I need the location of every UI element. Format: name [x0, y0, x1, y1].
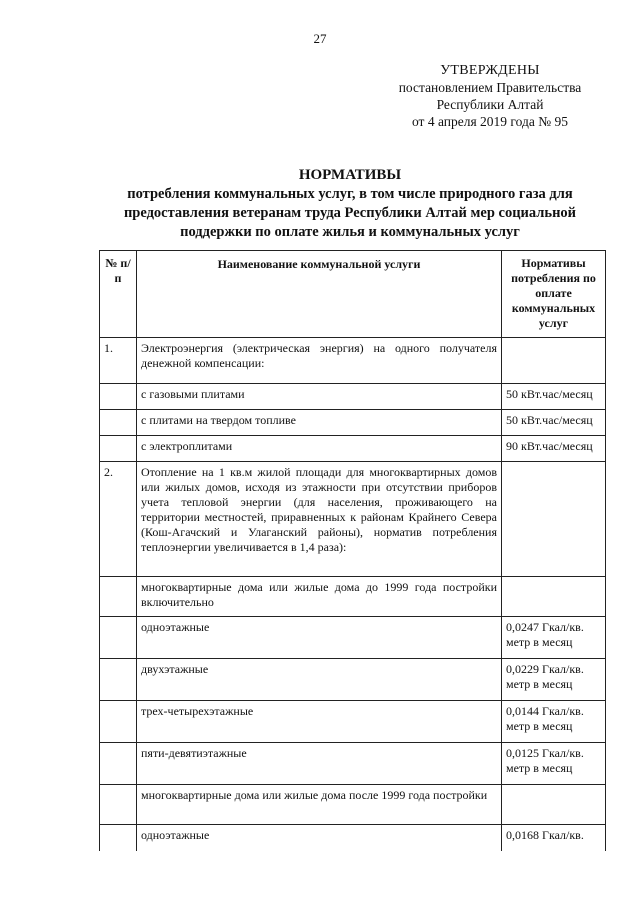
row-norm — [502, 462, 606, 577]
row-num — [100, 701, 137, 743]
row-norm: 50 кВт.час/месяц — [502, 384, 606, 410]
row-norm: 0,0125 Гкал/кв. метр в месяц — [502, 743, 606, 785]
row-num — [100, 785, 137, 825]
row-num — [100, 410, 137, 436]
table-row — [100, 701, 606, 743]
header-num: № п/п — [100, 251, 137, 338]
row-service-name: с плитами на твердом топливе — [137, 410, 502, 436]
table-row — [100, 825, 606, 851]
table-row — [100, 462, 606, 577]
approval-block — [370, 62, 610, 130]
row-service-name: Электроэнергия (электрическая энергия) на одного получателя денежной компенсации: — [137, 338, 502, 384]
table-row — [100, 436, 606, 462]
row-num — [100, 384, 137, 410]
header-service-name: Наименование коммунальной услуги — [137, 251, 502, 338]
row-num — [100, 659, 137, 701]
approval-line-1: постановлением Правительства — [398, 80, 582, 95]
row-norm: 50 кВт.час/месяц — [502, 410, 606, 436]
table-row — [100, 577, 606, 617]
approval-line-3: от 4 апреля 2019 года № 95 — [411, 114, 568, 129]
row-service-name: Отопление на 1 кв.м жилой площади для многоквартирных домов или жилых домов, исходя из этажности при отсутствии приборов учета тепловой энергии (для населения, проживающего на территории местностей, приравненных к районам Крайнего Севера (Кош-Агачский и Улаганский районы), норматив потребления теплоэнергии увеличивается в 1,4 раза): — [137, 462, 502, 577]
row-num — [100, 617, 137, 659]
row-service-name: пяти-девятиэтажные — [137, 743, 502, 785]
page-number: 27 — [313, 31, 327, 46]
row-service-name: двухэтажные — [137, 659, 502, 701]
row-norm: 90 кВт.час/месяц — [502, 436, 606, 462]
approval-line-2: Республики Алтай — [436, 97, 544, 112]
row-num: 1. — [100, 338, 137, 384]
row-service-name: с электроплитами — [137, 436, 502, 462]
row-service-name: одноэтажные — [137, 617, 502, 659]
row-norm: 0,0144 Гкал/кв. метр в месяц — [502, 701, 606, 743]
row-service-name: одноэтажные — [137, 825, 502, 851]
table-row — [100, 617, 606, 659]
row-num — [100, 577, 137, 617]
row-service-name: многоквартирные дома или жилые дома после 1999 года постройки — [137, 785, 502, 825]
norms-table — [99, 250, 606, 851]
row-norm: 0,0168 Гкал/кв. — [502, 825, 606, 851]
document-subtitle: потребления коммунальных услуг, в том числе природного газа для предоставления ветеранам труда Республики Алтай мер социальной поддержки по оплате жилья и коммунальных услуг — [123, 186, 577, 240]
row-norm — [502, 338, 606, 384]
table-header-row — [100, 251, 606, 338]
table-row — [100, 410, 606, 436]
row-norm — [502, 785, 606, 825]
table-row — [100, 659, 606, 701]
row-norm: 0,0247 Гкал/кв. метр в месяц — [502, 617, 606, 659]
row-num — [100, 743, 137, 785]
row-num: 2. — [100, 462, 137, 577]
row-num — [100, 825, 137, 851]
table-row — [100, 785, 606, 825]
approval-title: УТВЕРЖДЕНЫ — [440, 63, 540, 78]
table-row — [100, 743, 606, 785]
row-service-name: многоквартирные дома или жилые дома до 1999 года постройки включительно — [137, 577, 502, 617]
row-service-name: трех-четырехэтажные — [137, 701, 502, 743]
document-title-block — [110, 166, 590, 242]
row-service-name: с газовыми плитами — [137, 384, 502, 410]
row-norm — [502, 577, 606, 617]
table-row — [100, 384, 606, 410]
table-row — [100, 338, 606, 384]
header-norm: Нормативы потребления по оплате коммунальных услуг — [502, 251, 606, 338]
document-title: НОРМАТИВЫ — [298, 167, 402, 183]
row-num — [100, 436, 137, 462]
row-norm: 0,0229 Гкал/кв. метр в месяц — [502, 659, 606, 701]
